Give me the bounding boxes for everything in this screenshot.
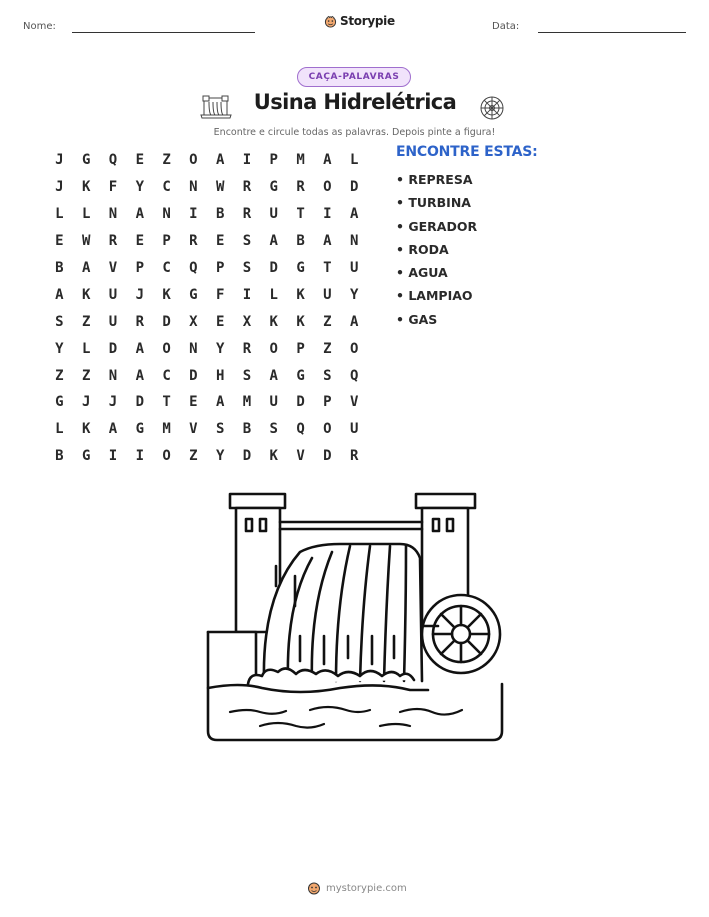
brand [324,14,395,28]
water-wheel-icon [478,94,506,122]
grid-letter[interactable]: A [323,233,332,250]
word-list-item: • GERADOR [396,218,478,234]
grid-letter[interactable]: Z [81,313,91,330]
grid-letter[interactable]: E [215,313,225,330]
grid-letter[interactable]: A [269,233,278,250]
name-field[interactable] [72,32,255,33]
grid-letter[interactable]: S [323,367,332,384]
grid-letter[interactable]: L [349,152,359,169]
grid-letter[interactable]: O [323,179,332,196]
grid-letter[interactable]: Y [349,286,359,303]
word-list-item: • RODA [396,241,449,257]
grid-letter[interactable]: O [269,340,278,357]
grid-letter[interactable]: I [189,206,198,223]
grid-letter[interactable]: L [81,206,91,223]
grid-letter[interactable]: Z [55,367,64,384]
grid-row [46,308,368,335]
grid-letter[interactable]: Y [135,179,144,196]
grid-row [46,228,368,255]
grid-letter[interactable]: B [55,448,64,465]
grid-letter[interactable]: K [162,286,171,303]
grid-letter[interactable]: A [215,394,225,411]
grid-letter[interactable]: M [296,152,305,169]
grid-letter[interactable]: N [349,233,359,250]
grid-letter[interactable]: K [296,286,305,303]
grid-letter[interactable]: C [162,260,171,276]
grid-letter[interactable]: M [242,394,252,411]
grid-letter[interactable]: U [108,313,118,330]
word-search-grid [46,147,368,470]
grid-row [46,174,368,201]
grid-letter[interactable]: G [81,448,91,465]
grid-letter[interactable]: I [242,286,252,303]
grid-letter[interactable]: L [81,340,91,357]
word-list-item: • TURBINA [396,195,471,211]
word-list-item: • REPRESA [396,172,473,187]
grid-letter[interactable]: F [215,286,225,303]
grid-letter[interactable]: G [296,367,305,384]
grid-letter[interactable]: U [349,260,359,276]
grid-letter[interactable]: I [323,206,332,223]
grid-letter[interactable]: R [189,233,198,250]
grid-letter[interactable]: A [55,286,64,303]
grid-letter[interactable]: J [135,286,144,303]
grid-row [46,416,368,443]
grid-letter[interactable]: O [189,152,198,169]
footer-url[interactable]: mystorypie.com [326,882,407,894]
grid-letter[interactable]: D [269,260,278,276]
grid-letter[interactable]: G [81,152,91,169]
grid-row [46,389,368,416]
grid-letter[interactable]: Y [215,448,225,465]
grid-letter[interactable]: L [269,286,278,303]
grid-letter[interactable]: P [215,260,225,276]
date-field[interactable] [538,32,686,33]
grid-letter[interactable]: S [215,421,225,438]
grid-letter[interactable]: A [349,206,359,223]
grid-letter[interactable]: A [215,152,225,169]
page-title: Usina Hidrelétrica [253,90,457,114]
grid-letter[interactable]: D [108,340,118,357]
grid-letter[interactable]: K [269,313,278,330]
grid-letter[interactable]: N [108,367,118,384]
grid-letter[interactable]: D [242,448,252,465]
grid-row [46,255,368,282]
grid-letter[interactable]: Q [189,260,198,276]
word-list [396,171,477,334]
grid-letter[interactable]: O [162,340,171,357]
grid-letter[interactable]: H [215,367,225,384]
grid-letter[interactable]: L [55,421,64,438]
grid-letter[interactable]: S [242,367,252,384]
grid-letter[interactable]: J [108,394,118,411]
grid-letter[interactable]: B [296,233,305,250]
grid-letter[interactable]: D [135,394,144,411]
grid-letter[interactable]: E [55,233,64,250]
grid-letter[interactable]: K [81,421,91,438]
grid-letter[interactable]: J [55,179,64,196]
grid-row [46,335,368,362]
grid-letter[interactable]: N [189,340,198,357]
grid-letter[interactable]: Y [215,340,225,357]
grid-letter[interactable]: D [349,179,359,196]
grid-letter[interactable]: X [189,313,198,330]
grid-letter[interactable]: U [323,286,332,303]
grid-letter[interactable]: A [81,260,91,276]
hydroelectric-dam-illustration [200,486,510,746]
grid-letter[interactable]: J [55,152,64,169]
word-list-item: • AGUA [396,265,448,281]
grid-letter[interactable]: G [189,286,198,303]
grid-letter[interactable]: N [108,206,118,223]
grid-letter[interactable]: D [296,394,305,411]
grid-letter[interactable]: E [189,394,198,411]
grid-letter[interactable]: M [162,421,171,438]
grid-letter[interactable]: O [349,340,359,357]
grid-letter[interactable]: I [135,448,144,465]
grid-row [46,147,368,174]
grid-letter[interactable]: B [55,260,64,276]
grid-letter[interactable]: R [108,233,118,250]
grid-letter[interactable]: G [269,179,278,196]
grid-row [46,201,368,228]
brand-name: Storypie [340,14,395,28]
word-list-item: • LAMPIAO [396,288,473,304]
grid-letter[interactable]: Q [349,367,359,384]
grid-letter[interactable]: D [162,313,171,330]
grid-letter[interactable]: P [323,394,332,411]
grid-letter[interactable]: U [349,421,359,438]
grid-letter[interactable]: T [296,206,305,223]
grid-letter[interactable]: S [242,233,252,250]
grid-letter[interactable]: G [135,421,144,438]
grid-letter[interactable]: Z [189,448,198,465]
word-list-title: ENCONTRE ESTAS: [396,144,538,160]
grid-letter[interactable]: R [242,206,252,223]
grid-letter[interactable]: R [135,313,144,330]
grid-row [46,443,368,470]
grid-letter[interactable]: K [269,448,278,465]
grid-letter[interactable]: O [162,448,171,465]
grid-letter[interactable]: P [162,233,171,250]
grid-letter[interactable]: Z [162,152,171,169]
storypie-logo-icon [307,881,321,895]
grid-letter[interactable]: E [215,233,225,250]
grid-letter[interactable]: S [55,313,64,330]
grid-letter[interactable]: N [189,179,198,196]
grid-row [46,362,368,389]
grid-letter[interactable]: D [323,448,332,465]
grid-letter[interactable]: P [296,340,305,357]
grid-letter[interactable]: Z [81,367,91,384]
grid-letter[interactable]: A [349,313,359,330]
grid-letter[interactable]: B [215,206,225,223]
grid-letter[interactable]: R [349,448,359,465]
grid-letter[interactable]: A [135,206,144,223]
grid-letter[interactable]: F [108,179,118,196]
instructions: Encontre e circule todas as palavras. Depois pinte a figura! [213,127,496,138]
grid-letter[interactable]: V [108,260,118,276]
grid-letter[interactable]: I [242,152,252,169]
grid-letter[interactable]: U [108,286,118,303]
grid-letter[interactable]: K [296,313,305,330]
grid-letter[interactable]: B [242,421,252,438]
grid-letter[interactable]: T [323,260,332,276]
grid-letter[interactable]: A [108,421,118,438]
grid-letter[interactable]: E [135,152,144,169]
grid-letter[interactable]: E [135,233,144,250]
footer [307,881,407,895]
dam-icon [200,93,232,119]
grid-letter[interactable]: C [162,179,171,196]
grid-letter[interactable]: J [81,394,91,411]
name-label: Nome: [23,21,56,32]
grid-letter[interactable]: A [135,340,144,357]
grid-letter[interactable]: W [215,179,225,196]
grid-letter[interactable]: A [135,367,144,384]
grid-letter[interactable]: U [269,394,278,411]
grid-row [46,281,368,308]
word-list-item: • GAS [396,311,438,327]
grid-letter[interactable]: D [189,367,198,384]
grid-letter[interactable]: Q [296,421,305,438]
grid-letter[interactable]: W [81,233,91,250]
grid-letter[interactable]: O [323,421,332,438]
grid-letter[interactable]: X [242,313,252,330]
grid-letter[interactable]: U [269,206,278,223]
grid-letter[interactable]: R [242,340,252,357]
grid-letter[interactable]: S [242,260,252,276]
grid-letter[interactable]: G [296,260,305,276]
grid-letter[interactable]: S [269,421,278,438]
grid-letter[interactable]: L [55,206,64,223]
grid-letter[interactable]: P [269,152,278,169]
grid-letter[interactable]: T [162,394,171,411]
grid-letter[interactable]: Z [323,313,332,330]
grid-letter[interactable]: Y [55,340,64,357]
grid-letter[interactable]: K [81,286,91,303]
grid-letter[interactable]: Z [323,340,332,357]
storypie-logo-icon [324,15,337,28]
grid-letter[interactable]: I [108,448,118,465]
grid-letter[interactable]: A [323,152,332,169]
grid-letter[interactable]: C [162,367,171,384]
date-label: Data: [492,21,520,32]
grid-letter[interactable]: R [296,179,305,196]
category-badge: CAÇA-PALAVRAS [297,67,411,87]
grid-letter[interactable]: P [135,260,144,276]
grid-letter[interactable]: A [269,367,278,384]
grid-letter[interactable]: K [81,179,91,196]
grid-letter[interactable]: V [189,421,198,438]
grid-letter[interactable]: Q [108,152,118,169]
grid-letter[interactable]: N [162,206,171,223]
grid-letter[interactable]: R [242,179,252,196]
grid-letter[interactable]: V [296,448,305,465]
grid-letter[interactable]: V [349,394,359,411]
grid-letter[interactable]: G [55,394,64,411]
